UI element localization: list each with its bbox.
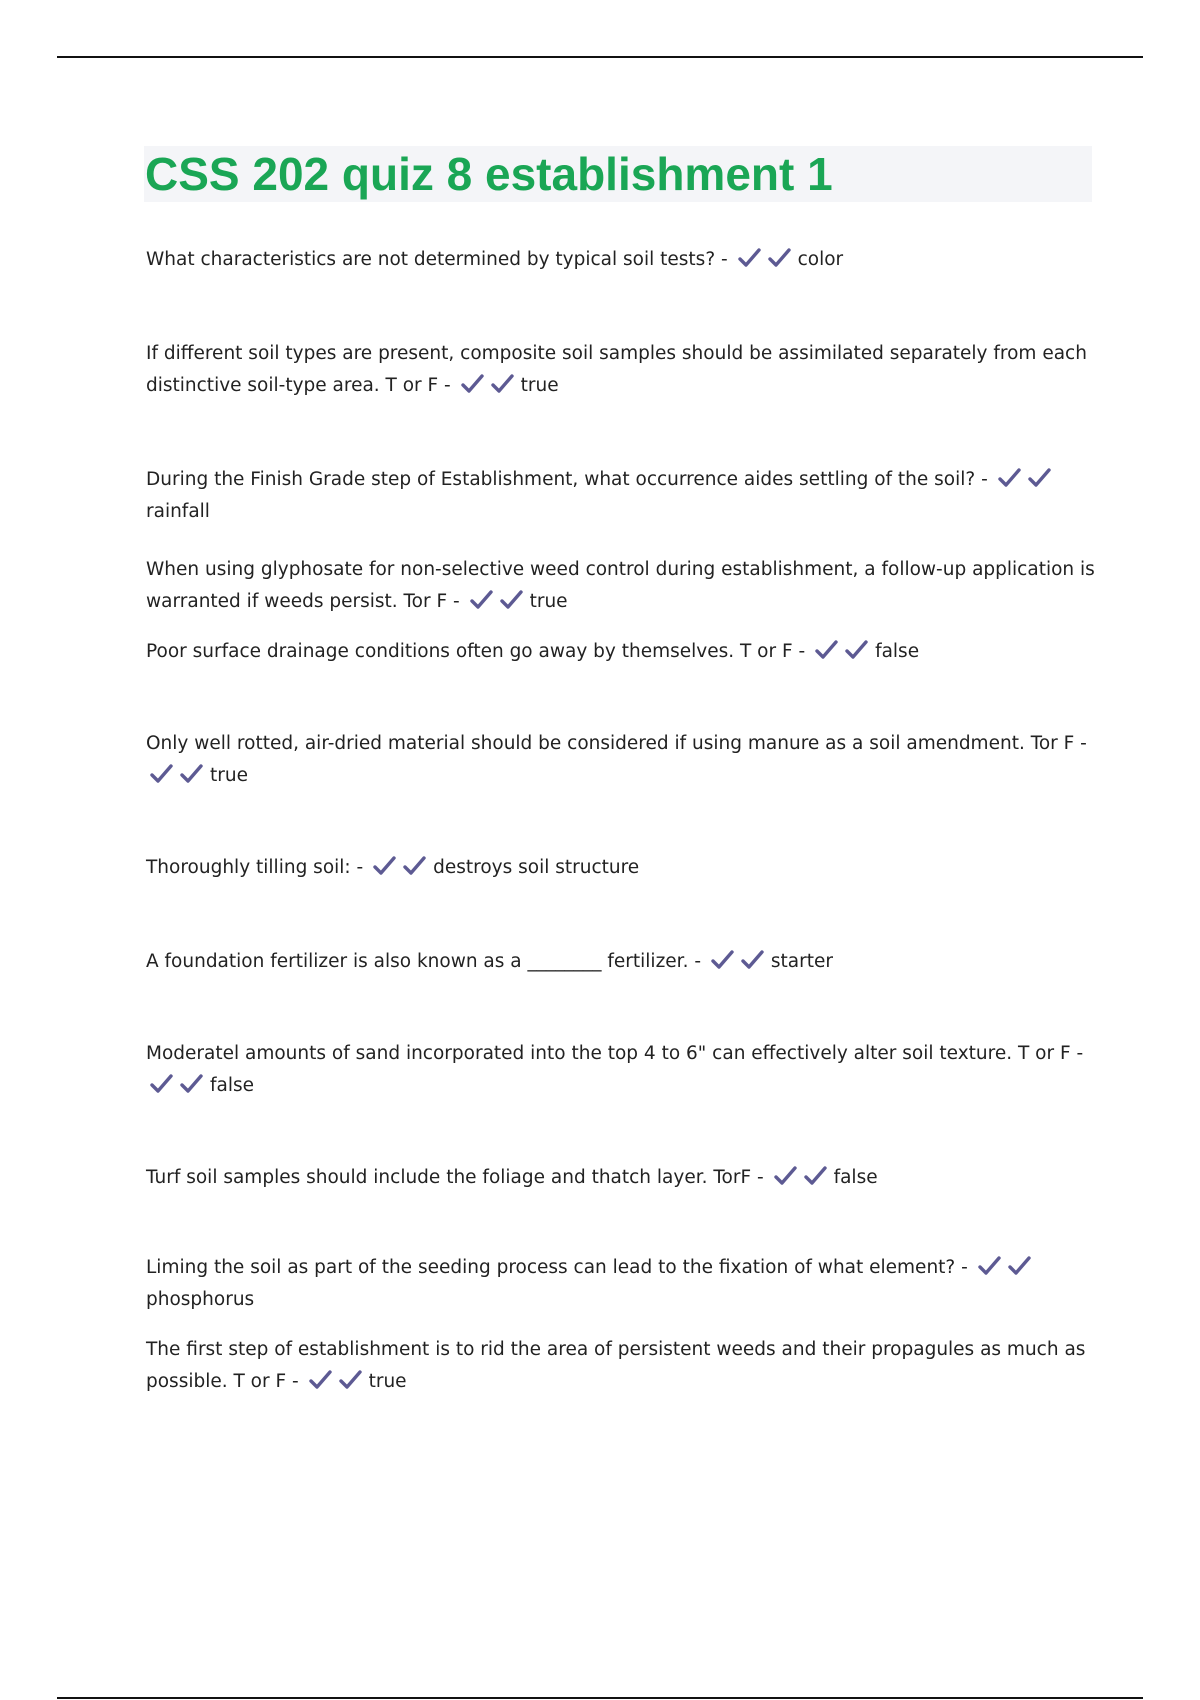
check-icon (180, 764, 204, 784)
qa-item-10 (146, 1162, 1096, 1194)
answer-text: true (520, 375, 559, 396)
check-icon (180, 1074, 204, 1094)
top-rule (57, 56, 1143, 58)
answer-text: false (833, 1167, 878, 1188)
question-text: Thoroughly tilling soil: - (146, 857, 364, 878)
qa-item-3 (146, 464, 1096, 528)
question-text: A foundation fertilizer is also known as a ________ fertilizer. - (146, 951, 701, 972)
qa-item-12 (146, 1334, 1096, 1398)
answer-text: phosphorus (146, 1289, 255, 1310)
question-text: Turf soil samples should include the foliage and thatch layer. TorF - (146, 1167, 764, 1188)
check-icon (774, 1166, 798, 1186)
qa-item-6 (146, 728, 1096, 792)
document-title: CSS 202 quiz 8 establishment 1 (145, 148, 833, 200)
check-icon (500, 590, 524, 610)
question-text: Moderatel amounts of sand incorporated into the top 4 to 6" can effectively alter soil texture. T or F - (146, 1043, 1084, 1064)
check-icon (768, 248, 792, 268)
check-icon (461, 374, 485, 394)
check-icon (309, 1370, 333, 1390)
check-icon (470, 590, 494, 610)
bottom-rule (57, 1697, 1143, 1699)
answer-text: true (529, 591, 568, 612)
qa-item-1 (146, 244, 1096, 276)
check-icon (741, 950, 765, 970)
answer-text: true (368, 1371, 407, 1392)
question-text: During the Finish Grade step of Establishment, what occurrence aides settling of the soil? - (146, 469, 988, 490)
check-icon (804, 1166, 828, 1186)
question-text: Poor surface drainage conditions often go away by themselves. T or F - (146, 641, 806, 662)
qa-item-11 (146, 1252, 1096, 1316)
check-icon (1008, 1256, 1032, 1276)
qa-item-8 (146, 946, 1096, 978)
answer-text: color (797, 249, 844, 270)
answer-text: starter (770, 951, 833, 972)
check-icon (711, 950, 735, 970)
check-icon (339, 1370, 363, 1390)
question-text: What characteristics are not determined by typical soil tests? - (146, 249, 728, 270)
qa-item-5 (146, 636, 1096, 668)
check-icon (998, 468, 1022, 488)
check-icon (978, 1256, 1002, 1276)
answer-text: true (210, 765, 248, 786)
answer-text: rainfall (146, 501, 210, 522)
answer-text: false (875, 641, 920, 662)
check-icon (815, 640, 839, 660)
qa-item-9 (146, 1038, 1096, 1102)
answer-text: destroys soil structure (433, 857, 640, 878)
qa-item-4 (146, 554, 1096, 618)
check-icon (150, 764, 174, 784)
check-icon (1028, 468, 1052, 488)
qa-item-2 (146, 338, 1096, 402)
question-text: If different soil types are present, composite soil samples should be assimilated separately from each distinctive soil-type area. T or F - (146, 343, 1087, 396)
question-text: The first step of establishment is to rid the area of persistent weeds and their propagules as much as possible. T or F - (146, 1339, 1086, 1392)
check-icon (150, 1074, 174, 1094)
check-icon (845, 640, 869, 660)
check-icon (373, 856, 397, 876)
question-text: Only well rotted, air-dried material should be considered if using manure as a soil amendment. Tor F - (146, 733, 1087, 754)
question-text: Liming the soil as part of the seeding process can lead to the fixation of what element? - (146, 1257, 968, 1278)
check-icon (491, 374, 515, 394)
answer-text: false (210, 1075, 255, 1096)
question-text: When using glyphosate for non-selective weed control during establishment, a follow-up application is warranted if weeds persist. Tor F - (146, 559, 1095, 612)
check-icon (738, 248, 762, 268)
check-icon (403, 856, 427, 876)
qa-item-7 (146, 852, 1096, 884)
